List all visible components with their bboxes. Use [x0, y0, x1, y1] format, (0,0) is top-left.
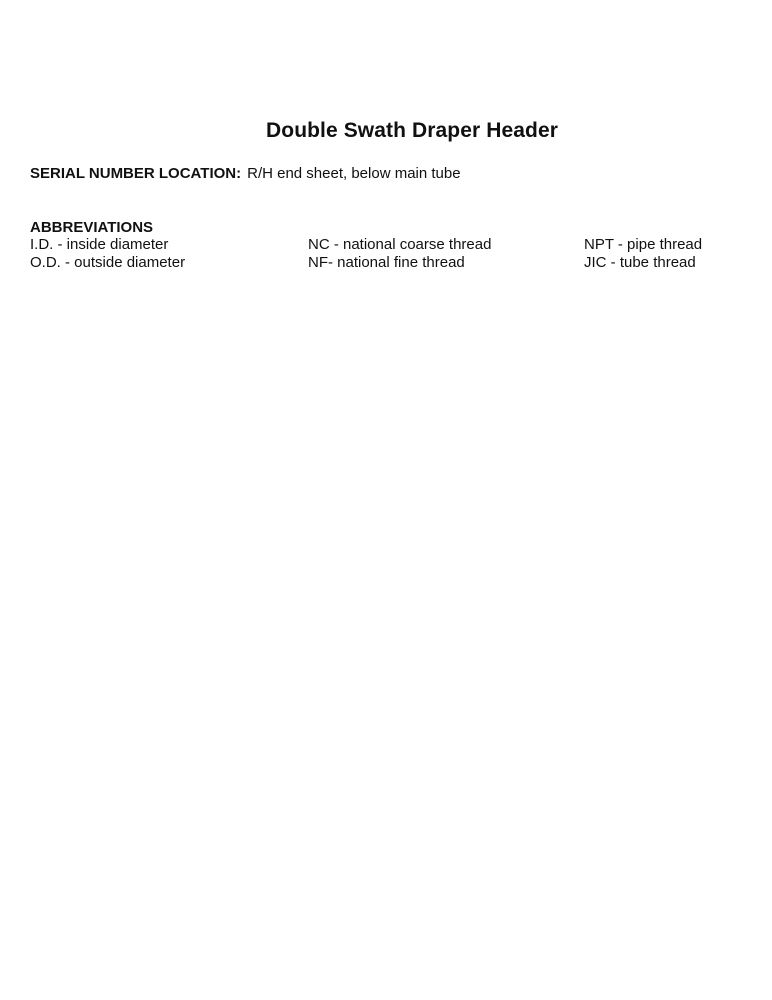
abbreviation-item: JIC - tube thread	[584, 254, 696, 271]
abbreviations-column-3	[584, 236, 702, 272]
serial-number-label: SERIAL NUMBER LOCATION:	[30, 165, 242, 182]
page-title: Double Swath Draper Header	[266, 119, 559, 142]
abbreviation-item: NC - national coarse thread	[308, 236, 492, 253]
abbreviation-item: NPT - pipe thread	[584, 236, 703, 253]
abbreviation-item: NF- national fine thread	[308, 254, 465, 271]
abbreviation-item: I.D. - inside diameter	[30, 236, 169, 253]
abbreviation-item: O.D. - outside diameter	[30, 254, 186, 271]
serial-number-value: R/H end sheet, below main tube	[247, 165, 461, 182]
serial-number-location	[30, 165, 461, 182]
abbreviations-column-1	[30, 236, 185, 272]
abbreviations-heading: ABBREVIATIONS	[30, 219, 154, 236]
abbreviations-column-2	[308, 236, 491, 272]
